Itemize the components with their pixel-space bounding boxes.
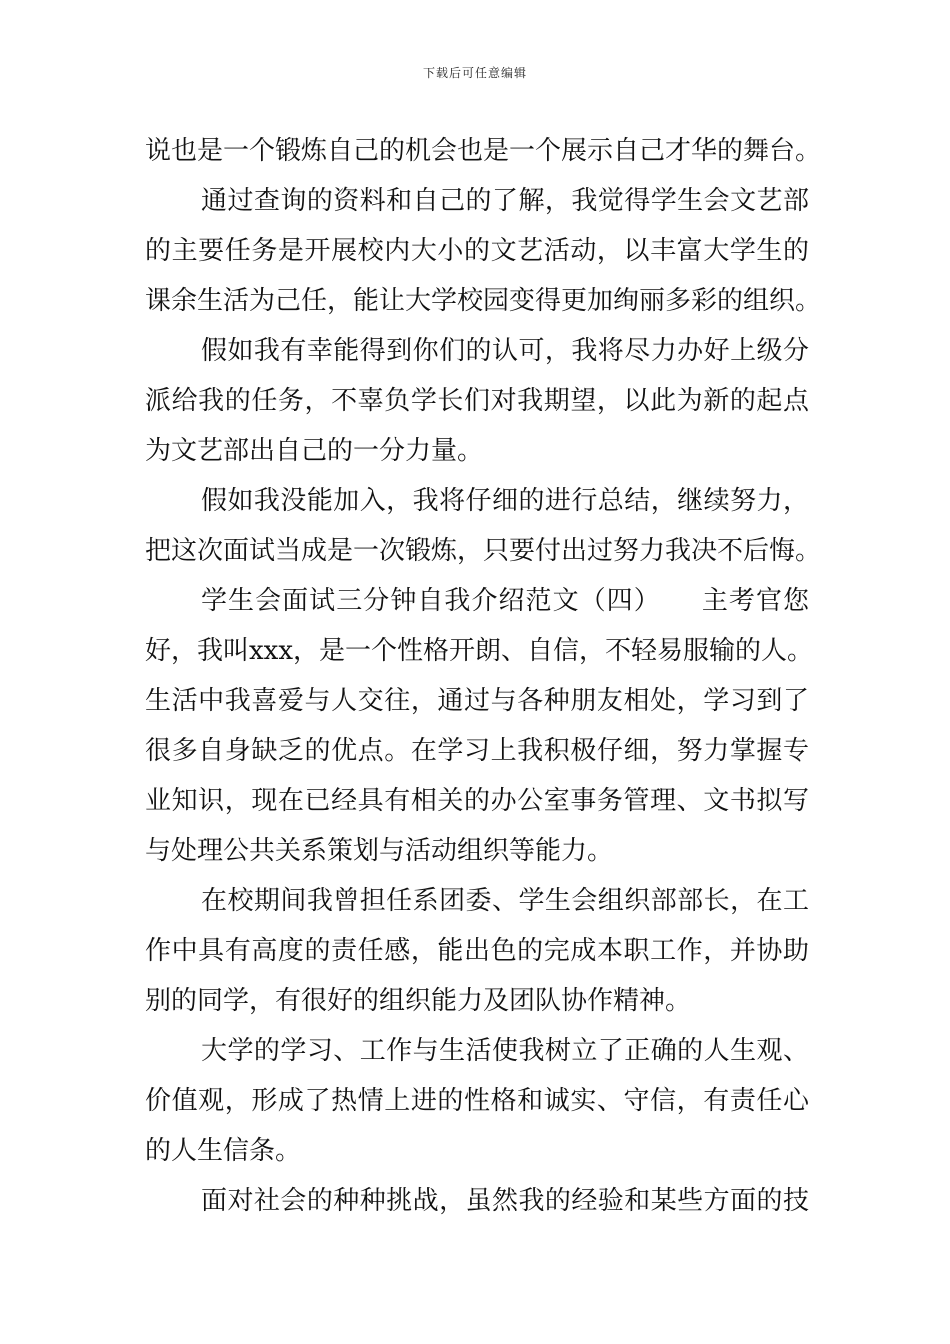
text-line: 在校期间我曾担任系团委、学生会组织部部长，在工	[201, 886, 809, 916]
page-header: 下载后可任意编辑	[422, 66, 527, 80]
text-line: 的主要任务是开展校内大小的文艺活动，以丰富大学生的	[145, 236, 809, 266]
text-line: 很多自身缺乏的优点。在学习上我积极仔细，努力掌握专	[145, 736, 809, 766]
text-line: 作中具有高度的责任感，能出色的完成本职工作，并协助	[145, 936, 809, 966]
text-line: 假如我有幸能得到你们的认可，我将尽力办好上级分	[201, 336, 809, 366]
text-line: 的人生信条。	[145, 1136, 302, 1166]
text-line: 面对社会的种种挑战，虽然我的经验和某些方面的技	[201, 1186, 809, 1216]
text-line: 说也是一个锻炼自己的机会也是一个展示自己才华的舞台。	[145, 136, 822, 166]
text-line: 好，我叫xxx，是一个性格开朗、自信，不轻易服输的人。	[145, 636, 813, 666]
text-line: 价值观，形成了热情上进的性格和诚实、守信，有责任心	[145, 1086, 809, 1116]
text-line: 生活中我喜爱与人交往，通过与各种朋友相处，学习到了	[145, 686, 809, 716]
text-line: 别的同学，有很好的组织能力及团队协作精神。	[145, 986, 692, 1016]
text-line: 大学的学习、工作与生活使我树立了正确的人生观、	[201, 1036, 809, 1066]
text-line: 把这次面试当成是一次锻炼，只要付出过努力我决不后悔。	[145, 536, 822, 566]
text-line: 通过查询的资料和自己的了解，我觉得学生会文艺部	[201, 186, 809, 216]
document-body	[145, 126, 822, 1226]
text-line: 业知识，现在已经具有相关的办公室事务管理、文书拟写	[145, 786, 809, 816]
text-line: 假如我没能加入，我将仔细的进行总结，继续努力，	[201, 486, 809, 516]
text-line: 学生会面试三分钟自我介绍范文（四） 主考官您	[201, 586, 809, 616]
text-line: 为文艺部出自己的一分力量。	[145, 436, 484, 466]
text-line: 派给我的任务，不辜负学长们对我期望，以此为新的起点	[145, 386, 809, 416]
text-line: 与处理公共关系策划与活动组织等能力。	[145, 836, 614, 866]
text-line: 课余生活为己任，能让大学校园变得更加绚丽多彩的组织。	[145, 286, 822, 316]
